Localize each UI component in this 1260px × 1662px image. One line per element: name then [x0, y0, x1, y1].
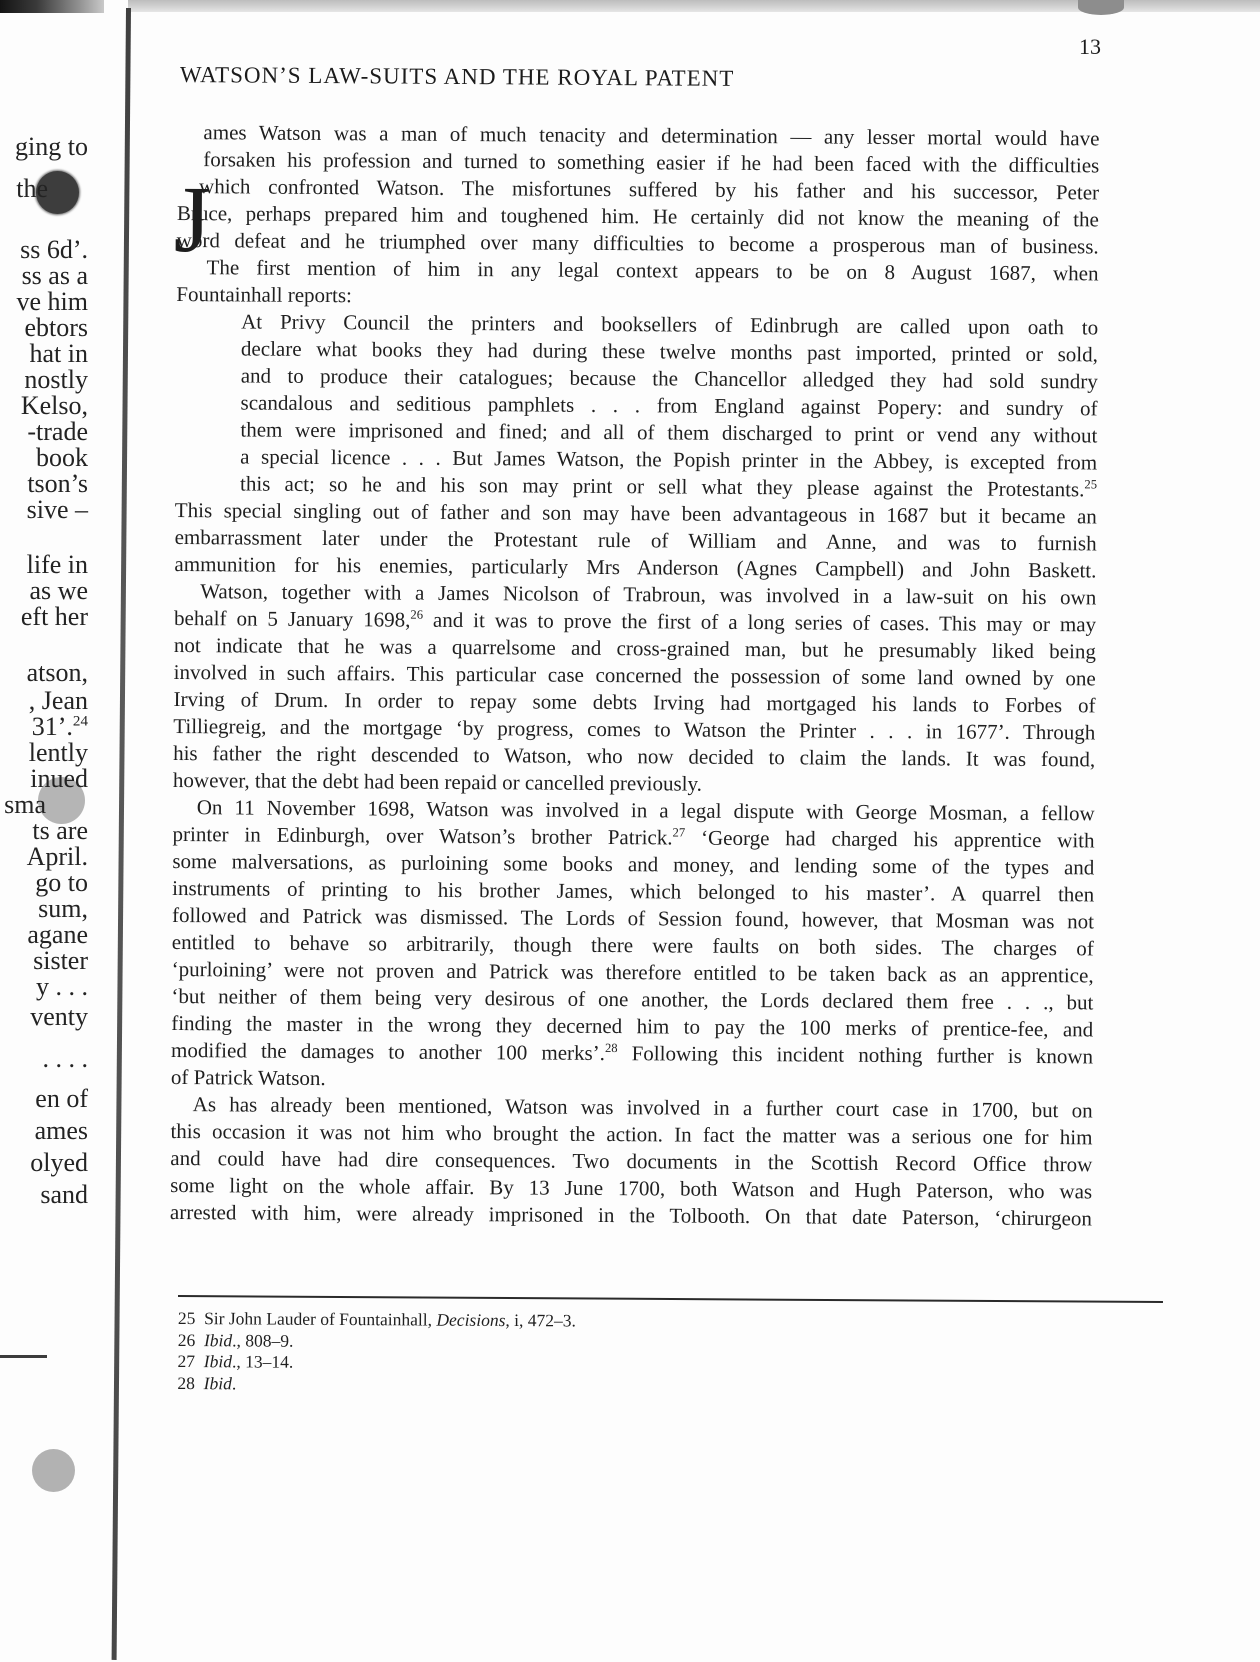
paragraph-line: The first mention of him in any legal context appears to be on 8 August 1687, when [206, 255, 1099, 286]
margin-fragment: go to [35, 868, 88, 897]
page-content [170, 58, 1100, 1232]
paragraph [170, 1091, 1093, 1232]
paragraph [171, 794, 1095, 1097]
paragraph-line: As has already been mentioned, Watson was involved in a further court case in 1700, but on [192, 1092, 1093, 1123]
footnote-item: 25 Sir John Lauder of Fountainhall, Decisions, i, 472–3. [177, 1307, 577, 1331]
paragraph [173, 578, 1096, 800]
margin-fragment: y . . . [36, 972, 88, 1001]
paragraph-line: Fountainhall reports: [176, 281, 352, 308]
margin-fragment: ss as a [21, 261, 88, 290]
paragraph-line: Tilliegreig, and the mortgage ‘by progress, comes to Watson the Printer . . . in 1677’. Through [173, 713, 1096, 745]
margin-fragment: as we [29, 576, 88, 605]
paragraph-line: modified the damages to another 100 merks’.$^{28}$ Following this incident nothing further is known [170, 1037, 1094, 1069]
paragraph-line: This special singling out of father and son may have been advantageous in 1687 but it became an [174, 497, 1097, 529]
quote-line: this act; so he and his son may print or sell what they please against the Protestants.$^{25}$ [239, 471, 1098, 502]
margin-fragment: sand [40, 1180, 88, 1209]
footnote-block [177, 1295, 1163, 1400]
margin-fragment: ging to [15, 132, 88, 161]
margin-fragment: en of [35, 1084, 88, 1113]
paragraph-line: ‘purloining’ were not proven and Patrick was therefore entitled to be taken back as an apprentice, [171, 956, 1094, 988]
paragraph-line: printer in Edinburgh, over Watson’s brother Patrick.$^{27}$ ‘George had charged his apprentice with [172, 821, 1095, 853]
margin-fragment: sister [33, 946, 88, 975]
margin-fragment: hat in [29, 339, 88, 368]
quote-line: scandalous and seditious pamphlets . . . from England against Popery: and sundry of [240, 390, 1098, 421]
paragraph-line: finding the master in the wrong they decerned him to pay the 100 merks of prentice-fee, and [171, 1010, 1094, 1042]
footnote-item: 26 Ibid., 808–9. [177, 1329, 294, 1351]
margin-fragment: agane [27, 920, 88, 949]
quote-line: them were imprisoned and fined; and all of them discharged to print or vend any without [240, 417, 1098, 448]
chapter-header: WATSON’S LAW-SUITS AND THE ROYAL PATENT [179, 62, 735, 91]
quote-line: At Privy Council the printers and booksellers of Edinbrugh are called upon oath to [241, 309, 1099, 340]
paragraph-line: embarrassment later under the Protestant rule of William and Anne, and was to furnish [174, 524, 1097, 556]
margin-fragment: olyed [30, 1148, 88, 1177]
binding-line [112, 8, 131, 1660]
footnote-item: 27 Ibid., 13–14. [177, 1350, 294, 1372]
paragraph [174, 497, 1097, 584]
paragraph-line: some light on the whole affair. By 13 June 1700, both Watson and Hugh Paterson, who was [170, 1172, 1093, 1204]
paragraph-line: of Patrick Watson. [170, 1064, 326, 1091]
margin-fragment: sma [4, 790, 46, 819]
margin-fragment: nostly [24, 365, 88, 394]
margin-fragment: , Jean [28, 686, 88, 715]
margin-fragment: ts are [32, 816, 88, 845]
paragraph-line: entitled to behave so arbitrarily, though there were faults on both sides. The charges of [171, 929, 1094, 961]
margin-fragment: eft her [20, 602, 88, 631]
margin-strip [0, 0, 88, 1662]
paragraph-line: his father the right descended to Watson, who now decided to claim the lands. It was found, [173, 740, 1096, 772]
paragraph-line: Bruce, perhaps prepared him and toughened him. He certainly did not know the meaning of the [176, 200, 1099, 232]
margin-fragment: sive – [26, 495, 88, 524]
paragraph-line: On 11 November 1698, Watson was involved in a legal dispute with George Mosman, a fellow [196, 795, 1095, 826]
margin-fragment: inued [30, 764, 88, 793]
paragraph-line: word defeat and he triumphed over many difficulties to become a prosperous man of business. [176, 227, 1099, 259]
drop-cap: J [173, 165, 212, 273]
paragraph-line: however, that the debt had been repaid or cancelled previously. [172, 767, 703, 796]
paragraph-line: and could have had dire consequences. Two documents in the Scottish Record Office throw [170, 1145, 1093, 1177]
margin-fragment: the [16, 174, 48, 203]
paragraph-line: not indicate that he was a quarrelsome and cross-grained man, but he presumably liked being [173, 632, 1096, 664]
margin-fragment: Kelso, [20, 391, 88, 420]
blockquote [175, 308, 1098, 503]
paragraph-line: forsaken his profession and turned to something easier if he had been faced with the difficulties [203, 147, 1100, 178]
margin-fragment: tson’s [27, 469, 88, 498]
paragraph [176, 254, 1098, 314]
margin-fragment: April. [26, 842, 88, 871]
paragraph-line: Watson, together with a James Nicolson of Trabroun, was involved in a law-suit on his own [200, 579, 1097, 610]
margin-fragment: -trade [27, 417, 88, 446]
paragraph-line: Irving of Drum. In order to repay some debts Irving had mortgaged his lands to Forbes of [173, 686, 1096, 718]
body-column [170, 119, 1100, 1232]
margin-fragment: atson, [26, 658, 88, 687]
scan-smudge-top [1078, 0, 1124, 15]
page-number: 13 [1079, 34, 1101, 59]
quote-line: a special licence . . . But James Watson, the Popish printer in the Abbey, is excepted from [240, 444, 1098, 475]
margin-fragment: lently [28, 738, 88, 767]
paragraph-line: arrested with him, were already imprisoned in the Tolbooth. On that date Paterson, ‘chirurgeon [169, 1199, 1093, 1231]
paragraph-line: instruments of printing to his brother James, which belonged to his master’. A quarrel then [172, 875, 1095, 907]
paragraph [177, 119, 1100, 260]
margin-fragment: ss 6d’. [20, 235, 88, 264]
footnotes [177, 1308, 1163, 1400]
margin-fragment: sum, [38, 894, 88, 923]
paragraph-line: followed and Patrick was dismissed. The Lords of Session found, however, that Mosman was not [171, 902, 1095, 934]
paragraph-line: behalf on 5 January 1698,26 and it was to prove the first of a long series of cases. This may or may [174, 605, 1097, 637]
margin-fragment: ames [34, 1116, 88, 1145]
paragraph-line: this occasion it was not him who brought the action. In fact the matter was a serious one for him [170, 1118, 1093, 1150]
paragraph-line: some malversations, as purloining some books and money, and lending some of the types and [172, 848, 1095, 880]
footnote-item: 28 Ibid. [177, 1372, 237, 1393]
paragraph-line: ammunition for his enemies, particularly Mrs Anderson (Agnes Campbell) and John Baskett. [174, 551, 1097, 583]
margin-fragment: venty [30, 1002, 88, 1031]
quote-line: declare what books they had during these twelve months past imported, printed or sold, [240, 336, 1099, 367]
quote-line: and to produce their catalogues; because the Chancellor alledged they had sold sundry [240, 363, 1098, 394]
margin-fragment: book [36, 443, 88, 472]
paragraph-line: which confronted Watson. The misfortunes suffered by his father and his successor, Peter [199, 174, 1100, 205]
margin-fragment: . . . . [42, 1044, 88, 1073]
paragraph-line: ames Watson was a man of much tenacity and determination — any lesser mortal would have [203, 120, 1100, 151]
margin-fragment: ve him [16, 287, 88, 316]
margin-fragment: ebtors [24, 313, 88, 342]
footnote-rule [178, 1295, 1163, 1303]
paragraph-line: involved in such affairs. This particular case concerned the possession of some land owned by one [173, 659, 1096, 691]
paragraph-line: ‘but neither of them being very desirous of one another, the Lords declared them free . . ., but [171, 983, 1094, 1015]
margin-fragment: life in [26, 550, 88, 579]
margin-fragment: 31’.$^{24}$ [31, 712, 88, 741]
